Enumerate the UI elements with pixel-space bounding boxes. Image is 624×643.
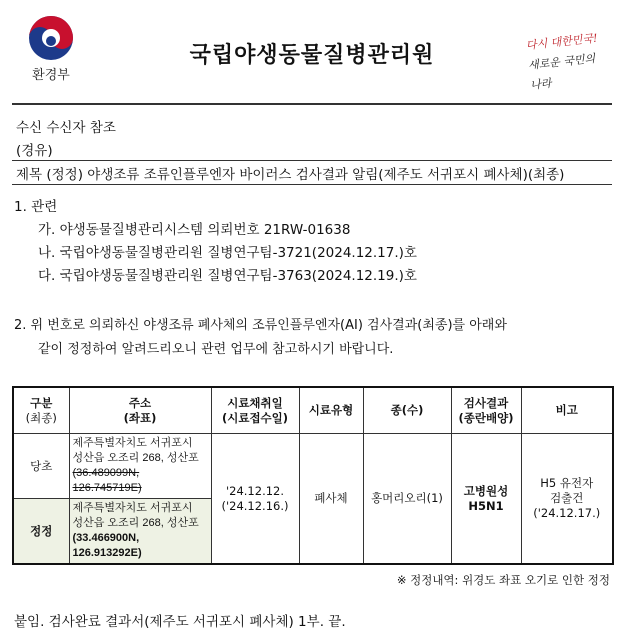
sample-date-cell: '24.12.12. ('24.12.16.) — [211, 434, 299, 565]
ministry-name: 환경부 — [32, 68, 70, 83]
remark-cell: H5 유전자 검출건 ('24.12.17.) — [521, 434, 613, 565]
item-2-line-2: 같이 정정하여 알려드리오니 관련 업무에 참고하시기 바랍니다. — [38, 342, 394, 357]
item-1-c: 다. 국립야생동물질병관리원 질병연구팀-3763(2024.12.19.)호 — [38, 268, 417, 284]
correction-note: ※ 정정내역: 위경도 좌표 오기로 인한 정정 — [396, 573, 610, 587]
results-table — [12, 386, 614, 565]
header-divider — [12, 103, 612, 105]
header-result-sub: (종란배양) — [458, 410, 514, 425]
subject-divider-top — [12, 160, 612, 161]
sample-type-cell: 폐사체 — [299, 434, 363, 565]
address-corrected: 제주특별자치도 서귀포시 성산읍 오조리 268, 성산포 (33.466900N, 126.913292E) — [69, 499, 211, 565]
row-label-corrected: 정정 — [13, 499, 69, 565]
attachment-line: 붙임. 검사완료 결과서(제주도 서귀포시 폐사체) 1부. 끝. — [14, 614, 346, 630]
slogan-line-1: 다시 대한민국! — [525, 31, 599, 53]
slogan-logo — [525, 28, 607, 96]
header-remark: 비고 — [521, 387, 613, 434]
table-header-row — [13, 387, 613, 434]
item-2-line-1: 2. 위 번호로 의뢰하신 야생조류 폐사체의 조류인플루엔자(AI) 검사결과(최종)를 아래와 — [14, 318, 507, 333]
header-address-sub: (좌표) — [123, 410, 157, 425]
header-result: 검사결과 (종란배양) — [451, 387, 521, 434]
item-1-b: 나. 국립야생동물질병관리원 질병연구팀-3721(2024.12.17.)호 — [38, 245, 417, 261]
header-address: 주소 (좌표) — [69, 387, 211, 434]
subject-divider-bottom — [12, 184, 612, 185]
header-sample-date-sub: (시료접수일) — [221, 410, 289, 425]
table-row-original — [13, 434, 613, 499]
coords-original: (36.489099N, 126.745719E) — [72, 467, 142, 494]
coords-corrected: (33.466900N, 126.913292E) — [72, 532, 142, 559]
slogan-line-2: 새로운 국민의 나라 — [527, 51, 596, 92]
recipient-line: 수신 수신자 참조 — [16, 120, 116, 136]
species-cell: 홍머리오리(1) — [363, 434, 451, 565]
received-date: ('24.12.16.) — [221, 498, 289, 513]
subject-line: 제목 (정정) 야생조류 조류인플루엔자 바이러스 검사결과 알림(제주도 서귀포시 폐사체)(최종) — [16, 167, 565, 183]
header-type-sub: (최종) — [25, 410, 57, 425]
row-label-original: 당초 — [13, 434, 69, 499]
header-sample-date: 시료채취일 (시료접수일) — [211, 387, 299, 434]
via-line: (경유) — [16, 143, 53, 159]
result-cell: 고병원성 H5N1 — [451, 434, 521, 565]
item-1-a: 가. 야생동물질병관리시스템 의뢰번호 21RW-01638 — [38, 222, 351, 238]
item-1-heading: 1. 관련 — [14, 199, 58, 215]
header-species: 종(수) — [363, 387, 451, 434]
address-original: 제주특별자치도 서귀포시 성산읍 오조리 268, 성산포 (36.489099N, 126.745719E) — [69, 434, 211, 499]
header-sample-type: 시료유형 — [299, 387, 363, 434]
page-title: 국립야생동물질병관리원 — [189, 43, 435, 68]
header-type: 구분 (최종) — [13, 387, 69, 434]
